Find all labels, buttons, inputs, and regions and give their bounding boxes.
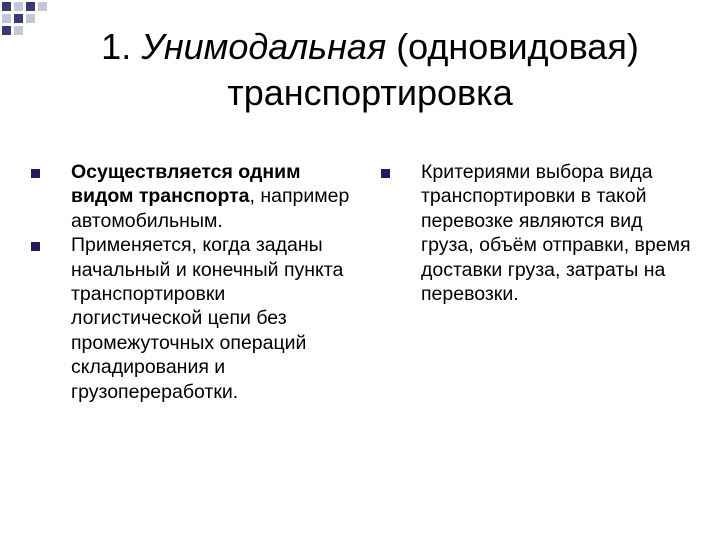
slide-title — [40, 24, 700, 116]
title-italic-word: Унимодальная — [141, 26, 387, 67]
bullet-1-text: , например автомобильным. — [71, 185, 350, 232]
left-column — [20, 160, 350, 404]
square-bullet-icon — [381, 169, 390, 178]
square-bullet-icon — [31, 242, 40, 251]
title-line-2: транспортировка — [227, 72, 513, 113]
right-column — [370, 160, 700, 306]
bullet-2-text: Применяется, когда заданы начальный и конечный пункта транспортировки логистической цепи без промежуточных операций складирования и грузопереработки. — [71, 234, 344, 403]
bullet-3-text: Критериями выбора вида транспортировки в такой перевозке являются вид груза, объём отправки, время доставки груза, затраты на перевозки. — [421, 161, 691, 306]
square-bullet-icon — [31, 169, 40, 178]
bullet-item-2 — [20, 233, 350, 404]
bullet-item-3 — [370, 160, 700, 306]
bullet-1-bold-text: Осуществляется одним видом транспорта — [71, 161, 301, 208]
bullet-item-1 — [20, 160, 350, 233]
title-parenthetical: (одновидовая) — [396, 26, 639, 67]
title-number: 1. — [101, 26, 132, 67]
